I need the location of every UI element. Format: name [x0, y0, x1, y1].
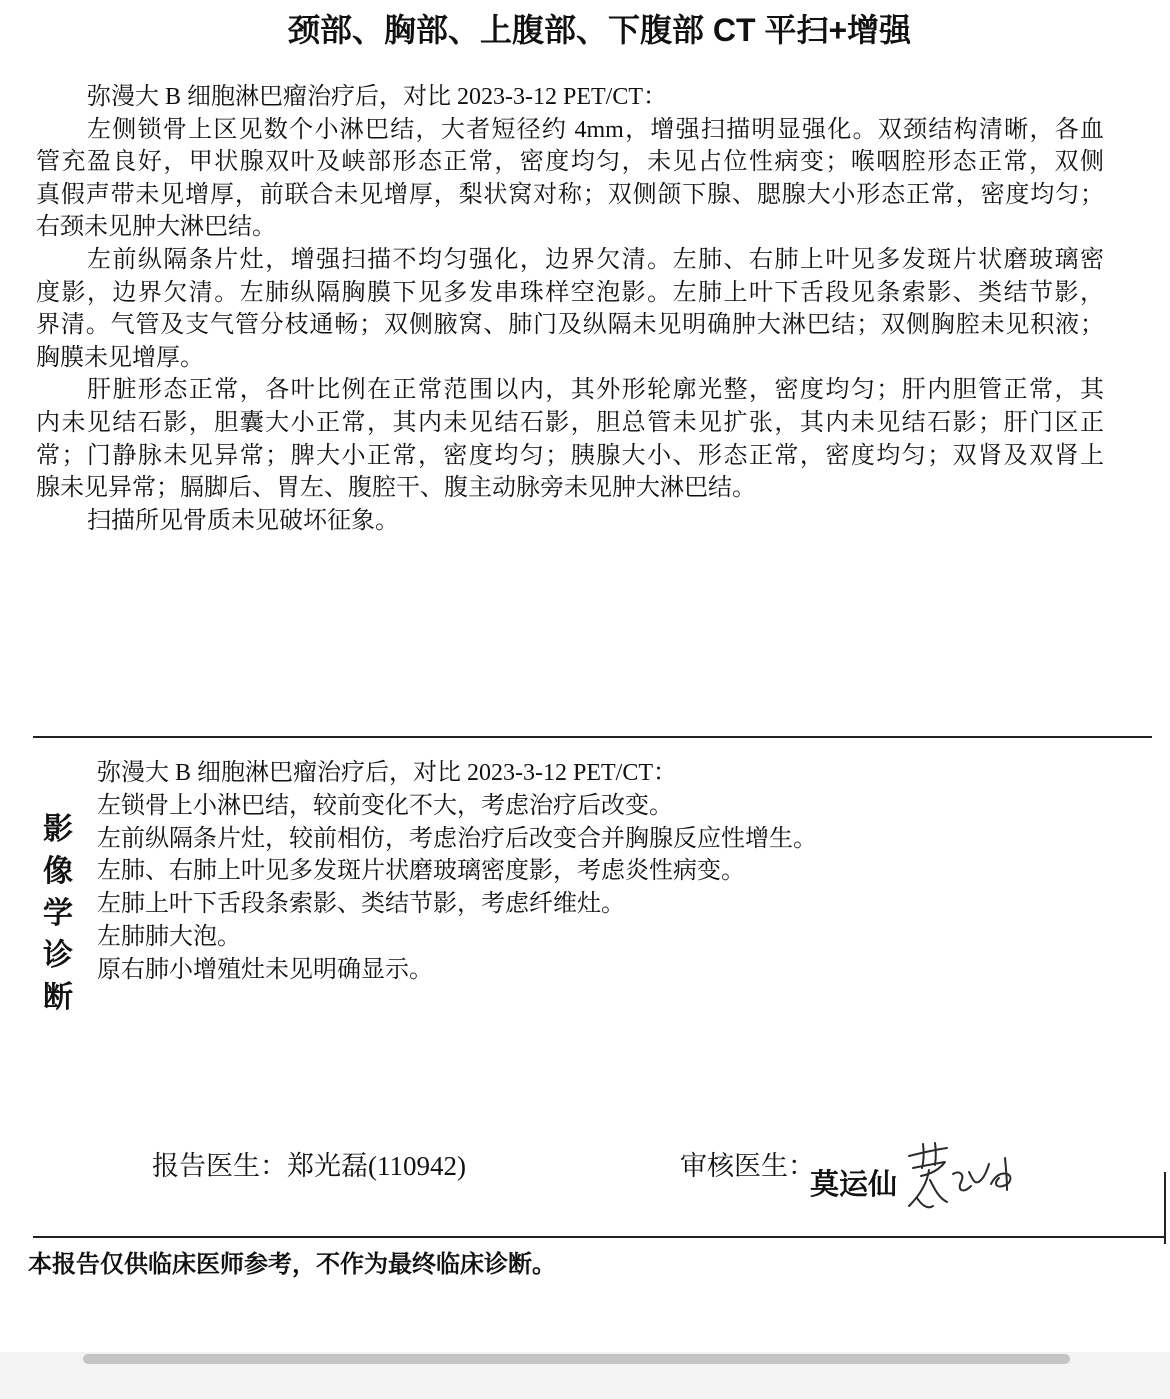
- findings-line: 内未见结石影，胆囊大小正常，其内未见结石影，胆总管未见扩张，其内未见结石影；肝门区正: [36, 409, 1104, 436]
- findings-line: 左侧锁骨上区见数个小淋巴结，大者短径约 4mm，增强扫描明显强化。双颈结构清晰，各血: [87, 116, 1104, 143]
- findings-line: 肝脏形态正常，各叶比例在正常范围以内，其外形轮廓光整，密度均匀；肝内胆管正常，其: [87, 377, 1104, 404]
- findings-paragraph-bone: [36, 505, 1104, 538]
- reporting-doctor-name: 郑光磊(110942): [287, 1151, 466, 1181]
- signature-image: [903, 1140, 1018, 1220]
- reviewing-doctor-name: 莫运仙: [810, 1169, 898, 1201]
- diagnosis-line: 弥漫大 B 细胞淋巴瘤治疗后，对比 2023-3-12 PET/CT：: [97, 760, 677, 786]
- diagnosis-line: 原右肺小增殖灶未见明确显示。: [97, 956, 433, 983]
- diagnosis-line: 左前纵隔条片灶，较前相仿，考虑治疗后改变合并胸腺反应性增生。: [97, 825, 817, 852]
- findings-section: [36, 81, 1104, 537]
- report-title: 颈部、胸部、上腹部、下腹部 CT 平扫+增强: [288, 12, 912, 48]
- page-edge-line: [1164, 1172, 1166, 1244]
- findings-paragraph-abdomen: [36, 374, 1104, 504]
- findings-line: 右颈未见肿大淋巴结。: [36, 214, 276, 241]
- horizontal-scrollbar-thumb[interactable]: [83, 1354, 1070, 1364]
- findings-paragraph-neck: [36, 114, 1104, 244]
- findings-line: 常；门静脉未见异常；脾大小正常，密度均匀；胰腺大小、形态正常，密度均匀；双肾及双肾上: [36, 442, 1104, 469]
- reporting-doctor: [152, 1149, 466, 1183]
- diagnosis-label: 影像学诊断: [43, 813, 73, 1014]
- diagnosis-line: 左肺上叶下舌段条索影、类结节影，考虑纤维灶。: [97, 891, 625, 918]
- reporting-doctor-label: 报告医生：: [152, 1151, 287, 1181]
- findings-line: 界清。气管及支气管分枝通畅；双侧腋窝、肺门及纵隔未见明确肿大淋巴结；双侧胸腔未见积液；: [36, 312, 1104, 339]
- findings-line: 度影，边界欠清。左肺纵隔胸膜下见多发串珠样空泡影。左肺上叶下舌段见条索影、类结节影，: [36, 279, 1104, 306]
- findings-line: 管充盈良好，甲状腺双叶及峡部形态正常，密度均匀，未见占位性病变；喉咽腔形态正常，双侧: [36, 149, 1104, 176]
- diagnosis-line: 左肺、右肺上叶见多发斑片状磨玻璃密度影，考虑炎性病变。: [97, 858, 745, 885]
- section-divider: [33, 736, 1152, 738]
- diagnosis-line: 左肺肺大泡。: [97, 923, 241, 950]
- reviewing-doctor-label: 审核医生：: [680, 1151, 815, 1181]
- diagnosis-section: [97, 757, 1097, 987]
- diagnosis-line: 左锁骨上小淋巴结，较前变化不大，考虑治疗后改变。: [97, 792, 673, 819]
- findings-line: 胸膜未见增厚。: [36, 344, 204, 371]
- disclaimer: 本报告仅供临床医师参考，不作为最终临床诊断。: [28, 1251, 556, 1278]
- section-divider: [33, 1236, 1166, 1238]
- findings-line: 扫描所见骨质未见破坏征象。: [87, 507, 399, 534]
- findings-paragraph-chest: [36, 244, 1104, 374]
- findings-line: 真假声带未见增厚，前联合未见增厚，梨状窝对称；双侧颌下腺、腮腺大小形态正常，密度均匀；: [36, 181, 1104, 208]
- findings-paragraph-comparison: [36, 81, 1104, 114]
- findings-line: 弥漫大 B 细胞淋巴瘤治疗后，对比 2023-3-12 PET/CT：: [87, 84, 667, 110]
- findings-line: 左前纵隔条片灶，增强扫描不均匀强化，边界欠清。左肺、右肺上叶见多发斑片状磨玻璃密: [87, 246, 1104, 273]
- findings-line: 腺未见异常；膈脚后、胃左、腹腔干、腹主动脉旁未见肿大淋巴结。: [36, 475, 756, 502]
- signature-strokes: [909, 1143, 1010, 1207]
